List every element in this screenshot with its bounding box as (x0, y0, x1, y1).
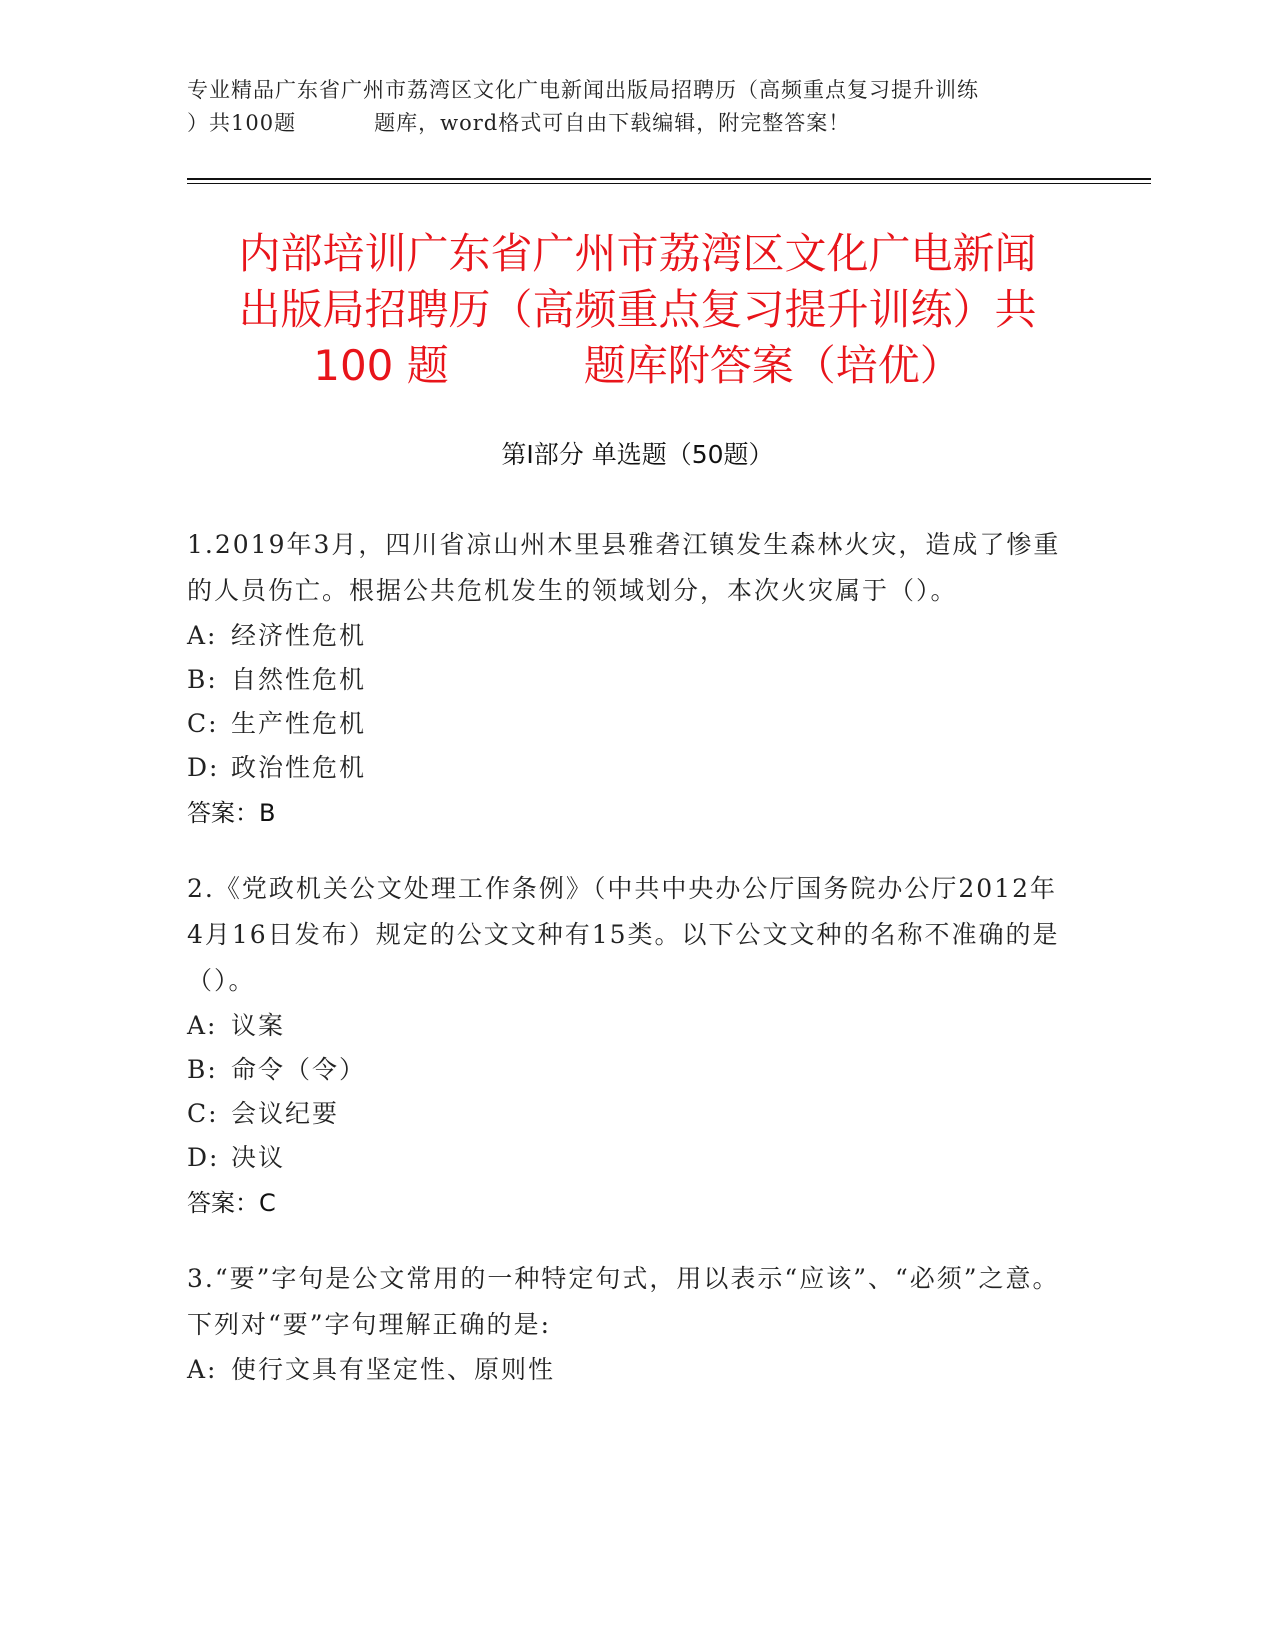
option-text: 会议纪要 (231, 1099, 340, 1128)
option-text: 政治性危机 (231, 753, 367, 782)
title-line-3-part-b: 题库附答案（培优） (583, 341, 962, 390)
option-c (187, 1092, 1067, 1136)
option-a (187, 1348, 1067, 1392)
answer: 答案：C (187, 1189, 276, 1217)
option-key: A: (187, 1355, 218, 1384)
title-line-3-part-a: 100 题 (313, 341, 449, 390)
header-line-1: 专业精品广东省广州市荔湾区文化广电新闻出版局招聘历（高频重点复习提升训练 (187, 78, 979, 102)
header-line-2-part-b: 题库，word格式可自由下载编辑，附完整答案！ (374, 111, 851, 135)
title-line-3 (150, 338, 1125, 394)
header-divider-thick (187, 178, 1151, 180)
option-a (187, 614, 1067, 658)
option-text: 使行文具有坚定性、原则性 (231, 1355, 556, 1384)
question-3 (187, 1256, 1067, 1392)
question-text: 1.2019年3月，四川省凉山州木里县雅砻江镇发生森林火灾，造成了惨重的人员伤亡。根据公共危机发生的领域划分，本次火灾属于（）。 (187, 530, 1061, 605)
option-key: C: (187, 709, 219, 738)
option-b (187, 658, 1067, 702)
header-divider-thin (187, 183, 1151, 184)
question-text: 2.《党政机关公文处理工作条例》（中共中央办公厅国务院办公厅2012年4月16日发布）规定的公文文种有15类。以下公文文种的名称不准确的是（）。 (187, 874, 1060, 995)
option-key: A: (187, 621, 218, 650)
option-text: 经济性危机 (231, 621, 367, 650)
title-line-1: 内部培训广东省广州市荔湾区文化广电新闻 (238, 229, 1037, 278)
option-key: A: (187, 1011, 218, 1040)
header-line-2 (187, 107, 1087, 140)
document-title (150, 226, 1125, 394)
option-b (187, 1048, 1067, 1092)
answer: 答案：B (187, 799, 276, 827)
title-line-2: 出版局招聘历（高频重点复习提升训练）共 (238, 285, 1037, 334)
question-list (187, 522, 1067, 1422)
option-text: 命令（令） (231, 1055, 367, 1084)
section-heading: 第Ⅰ部分 单选题（50题） (501, 440, 774, 469)
option-key: B: (187, 665, 218, 694)
option-key: D: (187, 1143, 220, 1172)
option-c (187, 702, 1067, 746)
option-d (187, 746, 1067, 790)
question-1 (187, 522, 1067, 836)
header-line-2-part-a: ）共100题 (187, 111, 297, 135)
option-d (187, 1136, 1067, 1180)
option-text: 决议 (231, 1143, 286, 1172)
page-header (187, 74, 1087, 140)
option-text: 议案 (231, 1011, 286, 1040)
question-2 (187, 866, 1067, 1226)
option-a (187, 1004, 1067, 1048)
option-key: C: (187, 1099, 219, 1128)
option-key: D: (187, 753, 220, 782)
option-key: B: (187, 1055, 218, 1084)
question-text: 3.“要”字句是公文常用的一种特定句式，用以表示“应该”、“必须”之意。下列对“要”字句理解正确的是: (187, 1264, 1060, 1339)
option-text: 生产性危机 (231, 709, 367, 738)
option-text: 自然性危机 (231, 665, 367, 694)
